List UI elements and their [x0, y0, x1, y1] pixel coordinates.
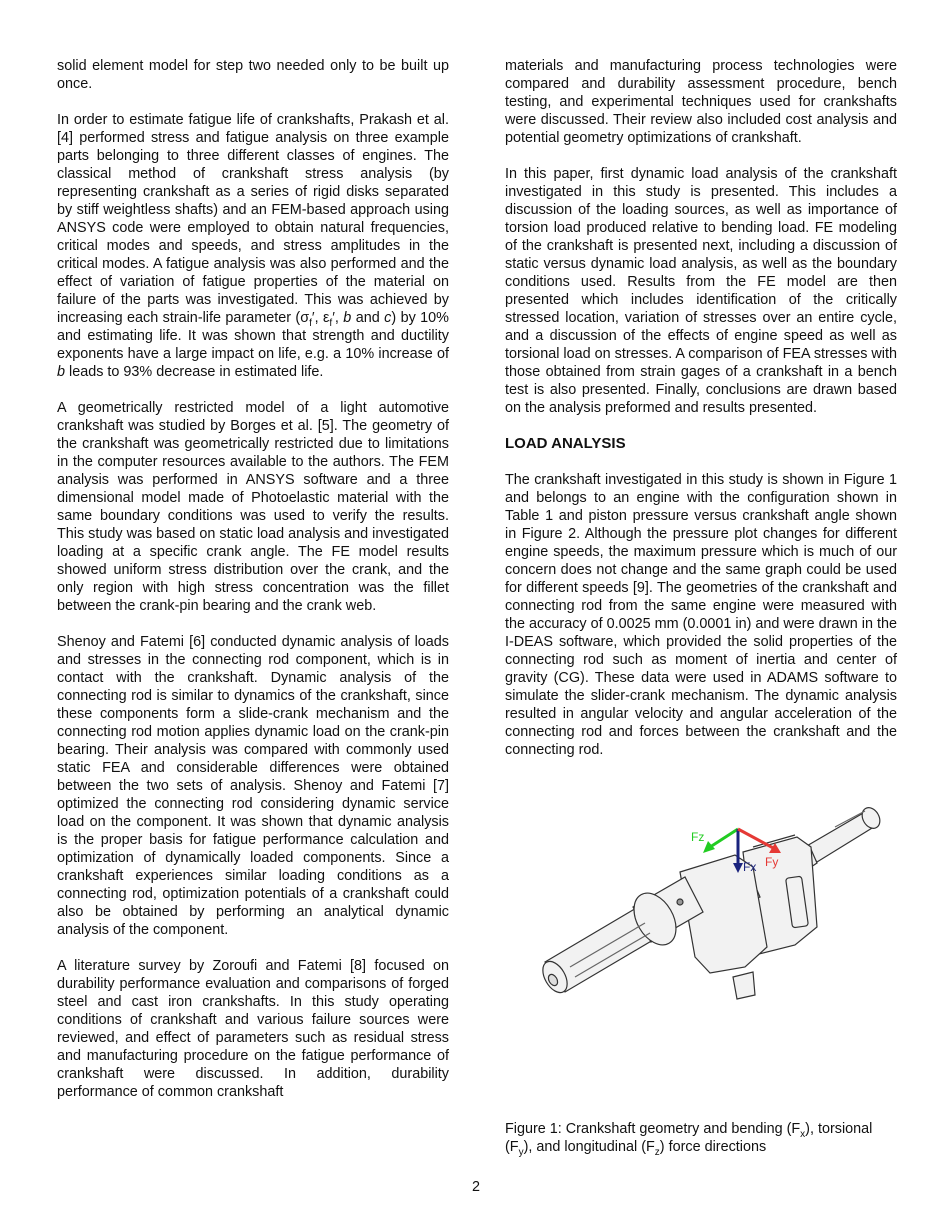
- left-column: [57, 57, 449, 1119]
- paragraph: materials and manufacturing process technologies were compared and durability assessment procedure, bench testing, and experimental techniques used for crankshafts were discussed. Their review also included cost analysis and potential geometry optimizations of crankshaft.: [505, 58, 897, 146]
- fz-label: Fz: [691, 830, 705, 844]
- paragraph-zoroufi: A literature survey by Zoroufi and Fatemi [8] focused on durability performance evaluation and comparisons of forged steel and cast iron crankshafts. In this study operating conditions of crankshaft and various failure sources were reviewed, and effect of parameters such as residual stress and manufacturing procedure on the fatigue performance of crankshaft were discussed. In addition, durability performance of common crankshaft: [57, 958, 449, 1100]
- crankshaft-figure: [505, 777, 897, 1039]
- paragraph-prakash: In order to estimate fatigue life of crankshafts, Prakash et al. [4] performed stress and fatigue analysis on three example parts belonging to three different classes of engines. The classical method of crankshaft stress analysis (by representing crankshaft as a series of rigid disks separated by stiff weightless shafts) and an FEM-based approach using ANSYS code were employed to obtain natural frequencies, critical modes and speeds, and stress amplitudes in the critical modes. A fatigue analysis was also performed and the effect of variation of fatigue properties of the material on failure of the parts was investigated. This was achieved by increasing each strain-life parameter ($\sigma_f'$, $\varepsilon_f'$, b and c) by 10% and estimating life. It was shown that strength and ductility exponents have a large impact on life, e.g. a 10% increase of b leads to 93% decrease in estimated life.: [57, 112, 449, 380]
- paragraph: solid element model for step two needed only to be built up once.: [57, 58, 449, 92]
- right-column: [505, 57, 897, 1039]
- paragraph-shenoy: Shenoy and Fatemi [6] conducted dynamic analysis of loads and stresses in the connecting rod component, which is in contact with the crankshaft. Dynamic analysis of the connecting rod is similar to dynamics of the crankshaft, since these components form a slide-crank mechanism and the connecting rod motion applies dynamic load on the crank-pin bearing. Their analysis was compared with commonly used static FEA and considerable differences were obtained between the two sets of analysis. Shenoy and Fatemi [7] optimized the connecting rod considering dynamic service load on the component. It was shown that dynamic analysis is the proper basis for fatigue performance calculation and optimization of dynamically loaded components. Since a crankshaft experiences similar loading conditions as a connecting rod, optimization potentials of a crankshaft could also be obtained by performing an analytical dynamic analysis of the component.: [57, 634, 449, 938]
- paragraph-load-analysis: The crankshaft investigated in this study is shown in Figure 1 and belongs to an engine with the configuration shown in Table 1 and piston pressure versus crankshaft angle shown in Figure 2. Although the pressure plot changes for different engine speeds, the maximum pressure which is much of our concern does not change and the same graph could be used for different speeds [9]. The geometries of the crankshaft and connecting rod from the same engine were measured with the accuracy of 0.0025 mm (0.0001 in) and were drawn in the I-DEAS software, which provided the solid properties of the connecting rod such as moment of inertia and center of gravity (CG). These data were used in ADAMS software to simulate the slider-crank mechanism. The dynamic analysis resulted in angular velocity and angular acceleration of the connecting rod and forces between the crankshaft and the connecting rod.: [505, 472, 897, 758]
- section-heading: LOAD ANALYSIS: [505, 435, 626, 452]
- figure-caption: Figure 1: Crankshaft geometry and bending $(F_x)$, torsional $(F_y)$, and longitudinal $(F_z)$ force directions: [505, 1121, 873, 1158]
- paragraph-outline: In this paper, first dynamic load analysis of the crankshaft investigated in this study is presented. This includes a discussion of the loading sources, as well as importance of torsion load produced relative to bending load. FE modeling of the crankshaft is presented next, including a discussion of static versus dynamic load analysis, as well as the boundary conditions used. Results from the FE model are then presented which includes identification of the critically stressed location, variation of stresses over an entire cycle, and a discussion of the effects of engine speed as well as torsional load on stresses. A comparison of FEA stresses with those obtained from strain gages of a crankshaft in a bench test is also presented. Finally, conclusions are drawn based on the analysis preformed and results presented.: [505, 166, 897, 416]
- crankshaft-drawing: [505, 777, 897, 1039]
- page-number: 2: [471, 1179, 480, 1195]
- paragraph-borges: A geometrically restricted model of a light automotive crankshaft was studied by Borges et al. [5]. The geometry of the crankshaft was geometrically restricted due to limitations in the computer resources available to the authors. The FEM analysis was performed in ANSYS software and a three dimensional model made of Photoelastic material with the same boundary conditions was used to verify the results. This study was based on static load analysis and investigated loading at a specific crank angle. The FE model results showed uniform stress distribution over the crank, and the only region with high stress concentration was the fillet between the crank-pin bearing and the crank web.: [57, 400, 449, 614]
- fx-label: Fx: [743, 860, 757, 874]
- fy-label: Fy: [765, 855, 779, 869]
